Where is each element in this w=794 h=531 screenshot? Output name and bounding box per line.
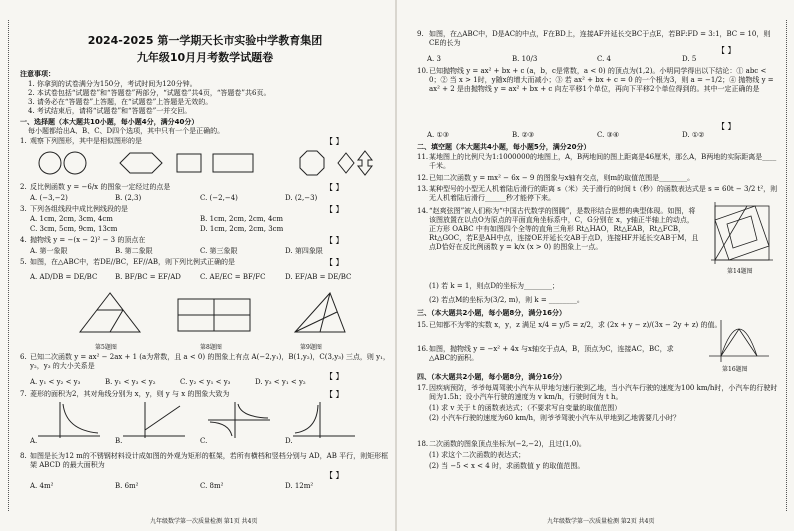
option-b: B. ②③ [512, 131, 535, 139]
q14-zhao-shuang-figure [707, 200, 777, 265]
question-text: 已知都不为零的实数 x，y，z 满足 x/4 = y/5 = z/2，求 (2x + y − z)/(3x − 2y + z) 的值。 [429, 321, 722, 329]
note-item: 4. 考试结束后，请将“试题卷”和“答题卷”一并交回。 [28, 107, 192, 115]
question-text: 如图，抛物线 y = −x² + 4x 与x轴交于点A，B，顶点为C，连接AC，BC，求△ABC的面积。 [429, 345, 674, 362]
option-b: B. 6m² [115, 482, 139, 490]
answer-bracket: 【 】 [325, 471, 344, 480]
page-right [397, 0, 794, 531]
option-a: A. 1cm, 2cm, 3cm, 4cm [30, 215, 113, 223]
answer-bracket: 【 】 [325, 205, 344, 214]
option-a: A. 4m² [30, 482, 54, 490]
answer-bracket: 【 】 [325, 390, 344, 399]
question-number: 15. [417, 321, 429, 329]
binding-margin-left [8, 20, 11, 511]
question-text: 抛物线 y = −(x − 2)² − 3 的顶点在 [30, 236, 146, 244]
option-c: C. ③④ [597, 131, 620, 139]
figure-caption: 第9题图 [300, 344, 322, 351]
note-item: 2. 本试卷包括“试题卷”和“答题卷”两部分，“试题卷”共4页，“答题卷”共6页。 [28, 89, 271, 97]
q8-frame-figure [175, 296, 255, 336]
option-a: A. 第一象限 [30, 247, 68, 255]
question-number: 17. [417, 384, 429, 392]
question-number: 5. [20, 258, 27, 266]
question-text: 菱形的面积为2，其对角线分别为 x，y，则 y 与 x 的图象大致为 [30, 390, 230, 398]
option-a: A. 3 [427, 55, 441, 63]
question-text: 已知二次函数 y = ax² − 2ax + 1 (a为常数，且 a < 0) 的图象上有点 A(−2,y₁)，B(1,y₂)，C(3,y₃) 三点，则 y₁，y₂，y₃ 的大小关系是 [30, 353, 390, 370]
option-c: C. [200, 437, 208, 445]
option-c: C. 第三象限 [200, 247, 238, 255]
section-sub: 每小题都给出A、B、C、D四个选项，其中只有一个是正确的。 [28, 127, 225, 135]
option-d: D. 5 [682, 55, 697, 63]
question-number: 9. [417, 30, 424, 38]
section-heading: 三、（本大题共2小题，每小题8分，满分16分） [417, 309, 566, 317]
option-d: D. (2,−3) [285, 194, 318, 202]
option-c: C. y₂ < y₁ < y₃ [180, 378, 231, 386]
q1-shapes-figure [35, 148, 375, 178]
option-c: C. 4 [597, 55, 612, 63]
answer-bracket: 【 】 [717, 46, 736, 55]
option-d: D. y₃ < y₁ < y₂ [255, 378, 306, 386]
option-b: B. BF/BC = EF/AD [115, 273, 181, 281]
question-number: 13. [417, 185, 429, 193]
sub-question: (2) 小汽车行驶的速度为60 km/h，则爷爷驾驶小汽车从甲地到乙地需要几小时？ [429, 414, 681, 422]
answer-bracket: 【 】 [325, 183, 344, 192]
question-number: 11. [417, 153, 429, 161]
option-a: A. [30, 437, 38, 445]
answer-bracket: 【 】 [717, 122, 736, 131]
q5-triangle-figure [75, 290, 145, 340]
option-c: C. 3cm, 5cm, 9cm, 13cm [30, 225, 118, 233]
question-number: 18. [417, 440, 429, 448]
option-d: D. 1cm, 2cm, 2cm, 3cm [200, 225, 284, 233]
question-number: 7. [20, 390, 27, 398]
question-text: 二次函数的图象顶点坐标为(−2,−2)，且过(1,0)。 [429, 440, 586, 448]
question-number: 2. [20, 183, 27, 191]
answer-bracket: 【 】 [325, 372, 344, 381]
answer-bracket: 【 】 [325, 258, 344, 267]
q16-parabola-figure [707, 318, 772, 363]
figure-caption: 第16题图 [722, 366, 748, 373]
binding-margin-right [786, 20, 789, 511]
question-number: 12. [417, 174, 429, 182]
sub-question: (1) 求 v 关于 t 的函数表达式；（不要求写自变量的取值范围） [429, 404, 622, 412]
question-text: 因疾病预防，爷爷每周驾驶小汽车从甲地匀速行驶到乙地，当小汽车行驶的速度为100 km/h时，小汽车的行驶时间为1.5h；设小汽车行驶的速度为 v km/h，行驶时间为 t h。 [429, 384, 778, 401]
option-b: B. [115, 437, 123, 445]
page-footer-right: 九年级数学第一次质量检测 第2页 共4页 [547, 518, 655, 525]
option-a: A. AD/DB = DE/BC [30, 273, 98, 281]
option-d: D. ①② [682, 131, 705, 139]
question-text: 某地图上的比例尺为1:1000000的地图上，A，B两地间的图上距离是46厘米，那么A，B两地的实际距离是____千米。 [429, 153, 777, 170]
figure-caption: 第5题图 [95, 344, 117, 351]
option-c: C. (−2,−4) [200, 194, 238, 202]
question-number: 6. [20, 353, 27, 361]
note-item: 3. 请务必在“答题卷”上答题，在“试题卷”上答题是无效的。 [28, 98, 213, 106]
q7-graphs-figure [30, 400, 370, 440]
question-text: 观察下列图形，其中是相似图形的是 [30, 137, 142, 145]
page-footer-left: 九年级数学第一次质量检测 第1页 共4页 [150, 518, 258, 525]
exam-subtitle: 九年级10月月考数学试题卷 [136, 51, 274, 64]
section-heading: 二、填空题（本大题共4小题，每小题5分，满分20分） [417, 143, 591, 151]
figure-caption: 第14题图 [727, 268, 753, 275]
figure-caption: 第8题图 [200, 344, 222, 351]
sub-question: (1) 若 k = 1，则点D的坐标为________； [429, 282, 559, 290]
question-text: 已知抛物线 y = ax² + bx + c (a，b，c是常数，a < 0) 的顶点为(1,2)。小明同学得出以下结论：① abc < 0；② 当 x > 1时，y随x的增大而减小；③ 若 ax² + bx + c = 0 的一个根为3，则 a = −1/2；④ 抛物线 y = ax² + 2 是由抛物线 y = ax² + bx + c 向左平移1个单位，再向下平移2个单位得到的。其中一定正确的是 [429, 67, 774, 93]
option-b: B. 1cm, 2cm, 2cm, 4cm [200, 215, 283, 223]
answer-bracket: 【 】 [325, 236, 344, 245]
option-d: D. 12m² [285, 482, 314, 490]
option-b: B. y₁ < y₃ < y₂ [105, 378, 156, 386]
option-a: A. y₁ < y₂ < y₃ [30, 378, 81, 386]
question-text: 反比例函数 y = −6/x 的图象一定经过的点是 [30, 183, 171, 191]
question-number: 8. [20, 452, 27, 460]
question-number: 3. [20, 205, 27, 213]
question-text: 已知二次函数 y = mx² − 6x − 9 的图象与x轴有交点，则m的取值范围是________。 [429, 174, 695, 182]
question-number: 1. [20, 137, 27, 145]
section-heading: 一、选择题（本大题共10小题，每小题4分，满分40分） [20, 118, 199, 126]
option-b: B. 10/3 [512, 55, 538, 63]
question-text: “赵爽弦图”被人们称为“中国古代数学的图腾”，是数形结合思想的典型体现。如图，将该图放置在以点O为原点的平面直角坐标系中，C，G分别在 x，y轴正半轴上的动点，正方形 OABC 中有如图四个全等的直角三角形 Rt△HAO，Rt△EAB，Rt△FCB，Rt△GOC，若E是AH中点，连接OE并延长交AB于点D，连接HF并延长交AB于M，且点D恰好在反比例函数 y = k/x (x > 0) 的图象上一点。 [429, 207, 699, 251]
question-text: 如图，在△ABC中，若DE//BC，EF//AB，则下列比例式正确的是 [30, 258, 236, 266]
section-heading: 四、（本大题共2小题，每小题8分，满分16分） [417, 373, 566, 381]
option-c: C. AE/EC = BF/FC [200, 273, 266, 281]
question-text: 下列各组线段中成比例线段的是 [30, 205, 128, 213]
question-text: 如图是长为12 m的不锈钢材料设计成如图的外观为矩形的框架，若所有横档和竖档分别与 AD，AB 平行，则矩形框架 ABCD 的最大面积为 [30, 452, 389, 469]
option-b: B. (2,3) [115, 194, 142, 202]
question-text: 某种型号的小型无人机着陆后滑行的距离 s（米）关于滑行的时间 t（秒）的函数表达式是 s = 60t − 3/2 t²，则无人机着陆后滑行______秒才能停下来。 [429, 185, 778, 202]
q9-triangle-figure [290, 290, 350, 340]
note-item: 1. 你拿到的试卷满分为150分，考试时间为120分钟。 [28, 80, 197, 88]
answer-bracket: 【 】 [325, 137, 344, 146]
option-d: D. EF/AB = DE/BC [285, 273, 352, 281]
notes-label: 注意事项： [20, 70, 55, 78]
sub-question: (1) 求这个二次函数的表达式； [429, 451, 526, 459]
exam-title: 2024-2025 第一学期天长市实验中学教育集团 [87, 34, 323, 47]
question-text: 如图，在△ABC中，D是AC的中点，F在BD上，连接AF并延长交BC于点E，若BF:FD = 3:1，BC = 10，则CE的长为 [429, 30, 771, 47]
sub-question: (2) 若点M的坐标为(3/2, m)，则 k = ________。 [429, 296, 584, 304]
question-number: 4. [20, 236, 27, 244]
option-a: A. ①③ [427, 131, 450, 139]
question-number: 16. [417, 345, 429, 353]
option-d: D. 第四象限 [285, 247, 323, 255]
question-number: 14. [417, 207, 429, 215]
option-b: B. 第二象限 [115, 247, 153, 255]
option-d: D. [285, 437, 293, 445]
option-c: C. 8m² [200, 482, 224, 490]
sub-question: (2) 当 −5 < x < 4 时，求函数值 y 的取值范围。 [429, 462, 585, 470]
question-number: 10. [417, 67, 429, 75]
option-a: A. (−3,−2) [30, 194, 68, 202]
